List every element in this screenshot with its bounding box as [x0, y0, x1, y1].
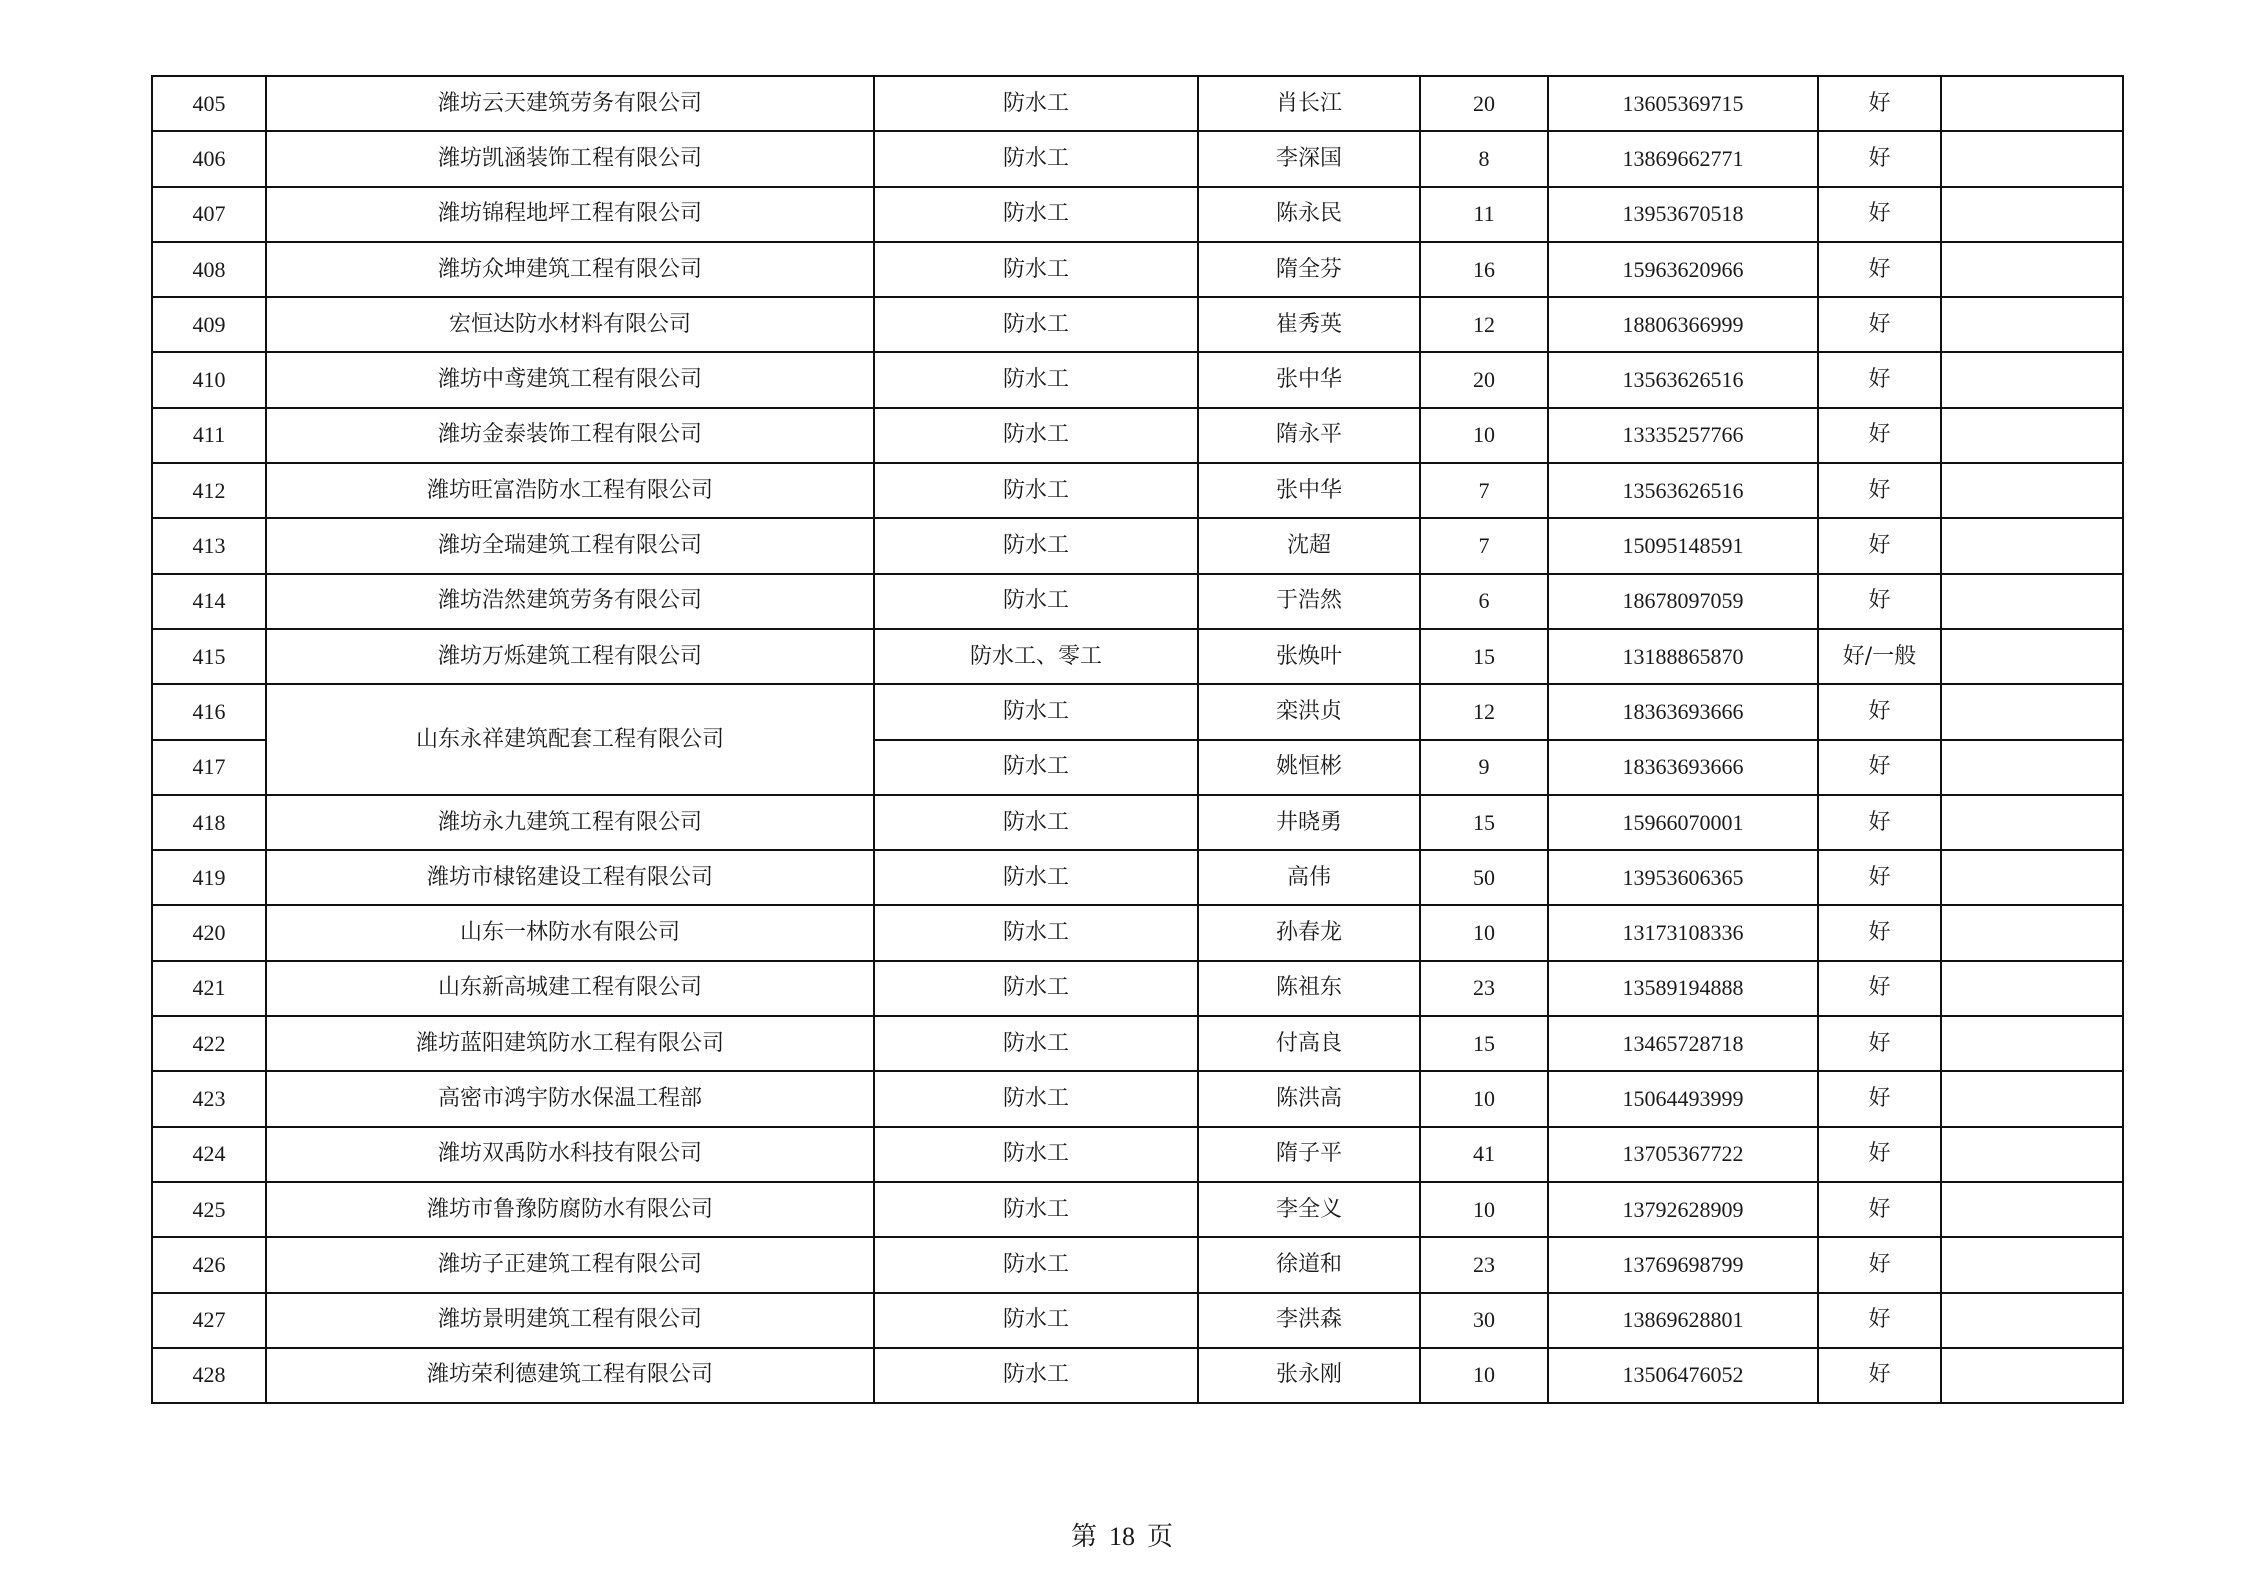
cell-index: 420 — [152, 905, 266, 960]
cell-phone: 13953606365 — [1548, 850, 1818, 905]
cell-contact: 李全义 — [1198, 1182, 1420, 1237]
cell-company: 潍坊锦程地坪工程有限公司 — [266, 187, 874, 242]
cell-company: 潍坊市棣铭建设工程有限公司 — [266, 850, 874, 905]
cell-trade: 防水工 — [874, 1237, 1198, 1292]
cell-contact: 张中华 — [1198, 352, 1420, 407]
cell-trade: 防水工 — [874, 76, 1198, 131]
cell-index: 406 — [152, 131, 266, 186]
cell-headcount: 20 — [1420, 352, 1548, 407]
cell-company: 潍坊双禹防水科技有限公司 — [266, 1127, 874, 1182]
cell-contact: 张永刚 — [1198, 1348, 1420, 1403]
cell-phone: 15963620966 — [1548, 242, 1818, 297]
cell-note — [1941, 740, 2123, 795]
cell-phone: 13188865870 — [1548, 629, 1818, 684]
cell-contact: 孙春龙 — [1198, 905, 1420, 960]
cell-headcount: 10 — [1420, 1182, 1548, 1237]
cell-contact: 崔秀英 — [1198, 297, 1420, 352]
cell-trade: 防水工 — [874, 1127, 1198, 1182]
table-row — [152, 242, 2123, 297]
table-body — [152, 76, 2123, 1403]
table-row — [152, 76, 2123, 131]
cell-index: 416 — [152, 684, 266, 739]
table-row — [152, 352, 2123, 407]
cell-trade: 防水工 — [874, 297, 1198, 352]
cell-note — [1941, 1182, 2123, 1237]
cell-phone: 13869628801 — [1548, 1293, 1818, 1348]
cell-phone: 13769698799 — [1548, 1237, 1818, 1292]
cell-contact: 陈祖东 — [1198, 961, 1420, 1016]
cell-rating: 好 — [1818, 684, 1941, 739]
cell-trade: 防水工 — [874, 187, 1198, 242]
cell-phone: 13792628909 — [1548, 1182, 1818, 1237]
cell-index: 428 — [152, 1348, 266, 1403]
cell-index: 408 — [152, 242, 266, 297]
cell-trade: 防水工 — [874, 850, 1198, 905]
table-row — [152, 1016, 2123, 1071]
table-row — [152, 408, 2123, 463]
cell-note — [1941, 352, 2123, 407]
cell-company: 宏恒达防水材料有限公司 — [266, 297, 874, 352]
cell-headcount: 15 — [1420, 629, 1548, 684]
cell-company: 潍坊永九建筑工程有限公司 — [266, 795, 874, 850]
cell-headcount: 6 — [1420, 574, 1548, 629]
table-row — [152, 518, 2123, 573]
cell-rating: 好 — [1818, 1071, 1941, 1126]
cell-headcount: 7 — [1420, 518, 1548, 573]
table-row — [152, 629, 2123, 684]
cell-company: 潍坊全瑞建筑工程有限公司 — [266, 518, 874, 573]
cell-note — [1941, 629, 2123, 684]
table-row — [152, 684, 2123, 739]
cell-phone: 15095148591 — [1548, 518, 1818, 573]
cell-trade: 防水工 — [874, 740, 1198, 795]
cell-trade: 防水工 — [874, 518, 1198, 573]
cell-note — [1941, 131, 2123, 186]
cell-headcount: 10 — [1420, 1348, 1548, 1403]
cell-index: 427 — [152, 1293, 266, 1348]
cell-index: 405 — [152, 76, 266, 131]
cell-headcount: 23 — [1420, 961, 1548, 1016]
cell-index: 414 — [152, 574, 266, 629]
cell-note — [1941, 961, 2123, 1016]
table-row — [152, 131, 2123, 186]
cell-index: 417 — [152, 740, 266, 795]
cell-headcount: 23 — [1420, 1237, 1548, 1292]
cell-rating: 好 — [1818, 740, 1941, 795]
cell-contact: 李洪森 — [1198, 1293, 1420, 1348]
cell-rating: 好/一般 — [1818, 629, 1941, 684]
cell-trade: 防水工 — [874, 905, 1198, 960]
cell-index: 410 — [152, 352, 266, 407]
cell-phone: 15064493999 — [1548, 1071, 1818, 1126]
table-row — [152, 187, 2123, 242]
cell-index: 411 — [152, 408, 266, 463]
cell-note — [1941, 684, 2123, 739]
cell-contact: 付高良 — [1198, 1016, 1420, 1071]
cell-rating: 好 — [1818, 1348, 1941, 1403]
cell-company: 潍坊景明建筑工程有限公司 — [266, 1293, 874, 1348]
cell-note — [1941, 187, 2123, 242]
cell-company: 潍坊旺富浩防水工程有限公司 — [266, 463, 874, 518]
cell-trade: 防水工 — [874, 795, 1198, 850]
cell-company: 潍坊凯涵装饰工程有限公司 — [266, 131, 874, 186]
table-row — [152, 1071, 2123, 1126]
cell-headcount: 12 — [1420, 297, 1548, 352]
cell-contact: 于浩然 — [1198, 574, 1420, 629]
cell-headcount: 20 — [1420, 76, 1548, 131]
cell-note — [1941, 1016, 2123, 1071]
table-row — [152, 574, 2123, 629]
cell-index: 412 — [152, 463, 266, 518]
cell-headcount: 10 — [1420, 408, 1548, 463]
cell-contact: 隋子平 — [1198, 1127, 1420, 1182]
cell-note — [1941, 574, 2123, 629]
cell-phone: 18678097059 — [1548, 574, 1818, 629]
table-row — [152, 463, 2123, 518]
cell-trade: 防水工 — [874, 1348, 1198, 1403]
cell-note — [1941, 242, 2123, 297]
page-number: 18 — [1109, 1522, 1135, 1551]
cell-index: 407 — [152, 187, 266, 242]
cell-rating: 好 — [1818, 131, 1941, 186]
cell-trade: 防水工 — [874, 463, 1198, 518]
cell-phone: 13589194888 — [1548, 961, 1818, 1016]
cell-contact: 张焕叶 — [1198, 629, 1420, 684]
cell-phone: 13335257766 — [1548, 408, 1818, 463]
cell-contact: 肖长江 — [1198, 76, 1420, 131]
cell-note — [1941, 795, 2123, 850]
cell-rating: 好 — [1818, 76, 1941, 131]
cell-contact: 隋全芬 — [1198, 242, 1420, 297]
cell-company: 高密市鸿宇防水保温工程部 — [266, 1071, 874, 1126]
cell-note — [1941, 850, 2123, 905]
cell-company: 潍坊子正建筑工程有限公司 — [266, 1237, 874, 1292]
cell-contact: 沈超 — [1198, 518, 1420, 573]
cell-rating: 好 — [1818, 408, 1941, 463]
cell-headcount: 41 — [1420, 1127, 1548, 1182]
cell-index: 419 — [152, 850, 266, 905]
cell-rating: 好 — [1818, 961, 1941, 1016]
cell-contact: 栾洪贞 — [1198, 684, 1420, 739]
cell-headcount: 9 — [1420, 740, 1548, 795]
cell-phone: 13173108336 — [1548, 905, 1818, 960]
cell-rating: 好 — [1818, 518, 1941, 573]
cell-contact: 高伟 — [1198, 850, 1420, 905]
cell-contact: 李深国 — [1198, 131, 1420, 186]
cell-index: 418 — [152, 795, 266, 850]
table-row — [152, 1182, 2123, 1237]
cell-trade: 防水工 — [874, 131, 1198, 186]
cell-note — [1941, 408, 2123, 463]
cell-headcount: 12 — [1420, 684, 1548, 739]
cell-rating: 好 — [1818, 1237, 1941, 1292]
cell-trade: 防水工 — [874, 352, 1198, 407]
table-row — [152, 850, 2123, 905]
cell-phone: 13563626516 — [1548, 352, 1818, 407]
cell-index: 421 — [152, 961, 266, 1016]
cell-trade: 防水工 — [874, 242, 1198, 297]
cell-index: 415 — [152, 629, 266, 684]
cell-phone: 13869662771 — [1548, 131, 1818, 186]
cell-note — [1941, 1071, 2123, 1126]
page-footer — [0, 1516, 2244, 1553]
cell-trade: 防水工 — [874, 1071, 1198, 1126]
cell-headcount: 10 — [1420, 1071, 1548, 1126]
cell-rating: 好 — [1818, 795, 1941, 850]
cell-company: 潍坊市鲁豫防腐防水有限公司 — [266, 1182, 874, 1237]
cell-contact: 陈永民 — [1198, 187, 1420, 242]
cell-rating: 好 — [1818, 574, 1941, 629]
contractor-table — [151, 75, 2124, 1404]
cell-headcount: 10 — [1420, 905, 1548, 960]
cell-rating: 好 — [1818, 850, 1941, 905]
cell-contact: 隋永平 — [1198, 408, 1420, 463]
cell-rating: 好 — [1818, 1016, 1941, 1071]
cell-rating: 好 — [1818, 463, 1941, 518]
cell-rating: 好 — [1818, 352, 1941, 407]
cell-headcount: 15 — [1420, 795, 1548, 850]
cell-note — [1941, 905, 2123, 960]
page-footer-suffix: 页 — [1147, 1522, 1174, 1552]
cell-headcount: 50 — [1420, 850, 1548, 905]
cell-index: 423 — [152, 1071, 266, 1126]
cell-trade: 防水工 — [874, 408, 1198, 463]
cell-note — [1941, 1348, 2123, 1403]
cell-trade: 防水工 — [874, 1182, 1198, 1237]
cell-trade: 防水工 — [874, 1293, 1198, 1348]
cell-phone: 13605369715 — [1548, 76, 1818, 131]
cell-note — [1941, 1127, 2123, 1182]
cell-index: 409 — [152, 297, 266, 352]
cell-phone: 13953670518 — [1548, 187, 1818, 242]
cell-trade: 防水工 — [874, 961, 1198, 1016]
cell-note — [1941, 76, 2123, 131]
cell-company: 潍坊浩然建筑劳务有限公司 — [266, 574, 874, 629]
cell-index: 426 — [152, 1237, 266, 1292]
table-row — [152, 297, 2123, 352]
table-row — [152, 905, 2123, 960]
cell-trade: 防水工、零工 — [874, 629, 1198, 684]
cell-index: 424 — [152, 1127, 266, 1182]
cell-rating: 好 — [1818, 905, 1941, 960]
cell-headcount: 11 — [1420, 187, 1548, 242]
cell-phone: 18806366999 — [1548, 297, 1818, 352]
cell-trade: 防水工 — [874, 574, 1198, 629]
cell-phone: 15966070001 — [1548, 795, 1818, 850]
page-footer-prefix: 第 — [1070, 1522, 1097, 1552]
cell-note — [1941, 297, 2123, 352]
cell-index: 413 — [152, 518, 266, 573]
cell-contact: 姚恒彬 — [1198, 740, 1420, 795]
cell-company: 潍坊荣利德建筑工程有限公司 — [266, 1348, 874, 1403]
cell-headcount: 16 — [1420, 242, 1548, 297]
cell-headcount: 30 — [1420, 1293, 1548, 1348]
cell-company: 潍坊中鸢建筑工程有限公司 — [266, 352, 874, 407]
table-row — [152, 961, 2123, 1016]
cell-contact: 徐道和 — [1198, 1237, 1420, 1292]
cell-index: 425 — [152, 1182, 266, 1237]
cell-phone: 13506476052 — [1548, 1348, 1818, 1403]
cell-company: 潍坊众坤建筑工程有限公司 — [266, 242, 874, 297]
cell-headcount: 15 — [1420, 1016, 1548, 1071]
cell-company: 山东新高城建工程有限公司 — [266, 961, 874, 1016]
cell-company: 潍坊蓝阳建筑防水工程有限公司 — [266, 1016, 874, 1071]
cell-contact: 井晓勇 — [1198, 795, 1420, 850]
cell-rating: 好 — [1818, 1182, 1941, 1237]
cell-rating: 好 — [1818, 242, 1941, 297]
cell-rating: 好 — [1818, 297, 1941, 352]
cell-company: 潍坊金泰装饰工程有限公司 — [266, 408, 874, 463]
cell-trade: 防水工 — [874, 1016, 1198, 1071]
table-row — [152, 1237, 2123, 1292]
table-row — [152, 795, 2123, 850]
cell-contact: 张中华 — [1198, 463, 1420, 518]
cell-index: 422 — [152, 1016, 266, 1071]
cell-note — [1941, 1293, 2123, 1348]
cell-company: 山东永祥建筑配套工程有限公司 — [266, 684, 874, 795]
cell-note — [1941, 463, 2123, 518]
cell-headcount: 7 — [1420, 463, 1548, 518]
cell-phone: 13563626516 — [1548, 463, 1818, 518]
cell-company: 潍坊云天建筑劳务有限公司 — [266, 76, 874, 131]
cell-company: 潍坊万烁建筑工程有限公司 — [266, 629, 874, 684]
cell-rating: 好 — [1818, 187, 1941, 242]
cell-rating: 好 — [1818, 1293, 1941, 1348]
cell-trade: 防水工 — [874, 684, 1198, 739]
cell-headcount: 8 — [1420, 131, 1548, 186]
cell-note — [1941, 518, 2123, 573]
table-row — [152, 1127, 2123, 1182]
cell-phone: 18363693666 — [1548, 684, 1818, 739]
table-row — [152, 1348, 2123, 1403]
table-row — [152, 1293, 2123, 1348]
cell-note — [1941, 1237, 2123, 1292]
cell-phone: 18363693666 — [1548, 740, 1818, 795]
cell-rating: 好 — [1818, 1127, 1941, 1182]
cell-phone: 13705367722 — [1548, 1127, 1818, 1182]
cell-contact: 陈洪高 — [1198, 1071, 1420, 1126]
cell-phone: 13465728718 — [1548, 1016, 1818, 1071]
cell-company: 山东一林防水有限公司 — [266, 905, 874, 960]
